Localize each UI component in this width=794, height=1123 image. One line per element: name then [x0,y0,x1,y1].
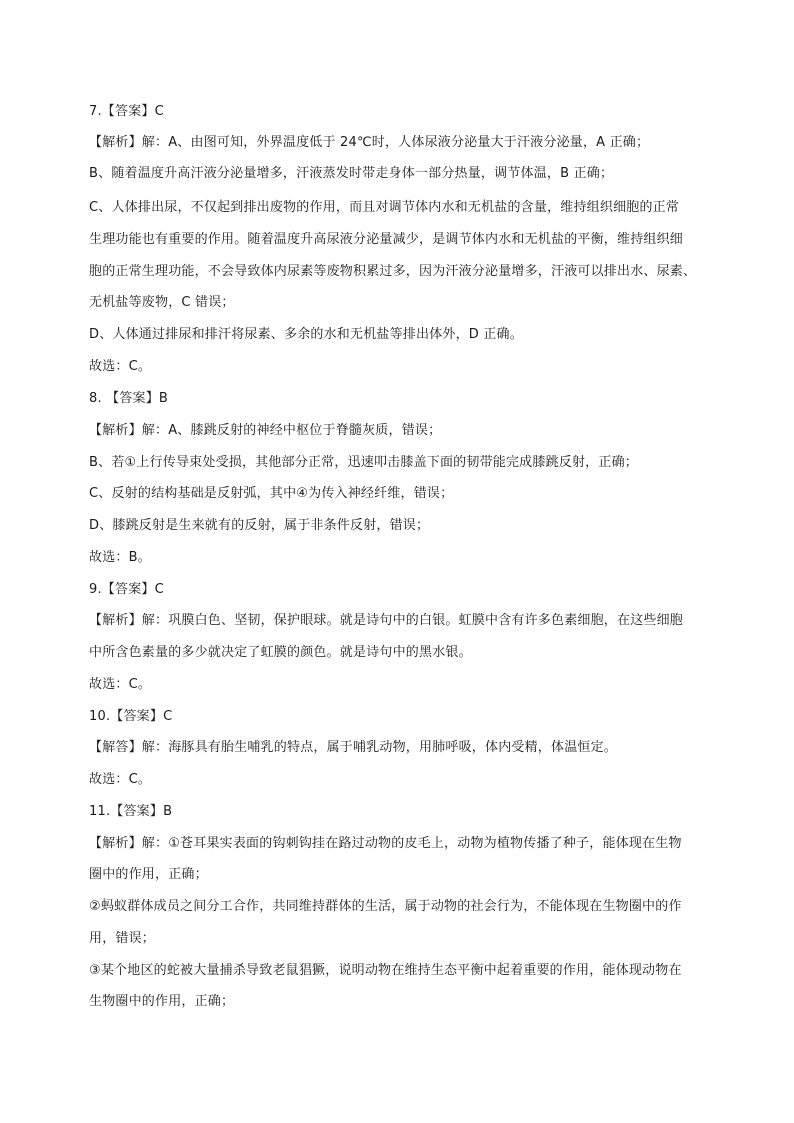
choice-line: 故选：C。 [89,772,152,787]
analysis-line: B、若①上行传导束处受损，其他部分正常，迅速叩击膝盖下面的韧带能完成膝跳反射，正确； [89,455,638,470]
answer-heading-9: 9.【答案】C [89,582,164,597]
answer-heading-10: 10.【答案】C [89,709,173,724]
analysis-line: 【解析】解：巩膜白色、坚韧，保护眼球。就是诗句中的白银。虹膜中含有许多色素细胞，在这些细胞 [89,613,684,628]
choice-line: 故选：B。 [89,550,151,565]
analysis-line: C、人体排出尿，不仅起到排出废物的作用，而且对调节体内水和无机盐的含量，维持组织细胞的正常 [89,200,680,215]
analysis-line: 圈中的作用，正确； [89,867,208,882]
analysis-line: 生物圈中的作用，正确； [89,994,235,1009]
analysis-line: B、随着温度升高汗液分泌量增多，汗液蒸发时带走身体一部分热量，调节体温，B 正确； [89,166,614,181]
choice-line: 故选：C。 [89,359,152,374]
analysis-line: ②蚂蚁群体成员之间分工合作，共同维持群体的生活，属于动物的社会行为，不能体现在生物圈中的作 [89,899,682,914]
choice-line: 故选：C。 [89,677,152,692]
analysis-line: 【解答】解：海豚具有胎生哺乳的特点，属于哺乳动物，用肺呼吸，体内受精，体温恒定。 [89,740,618,755]
analysis-line: D、人体通过排尿和排汗将尿素、多余的水和无机盐等排出体外，D 正确。 [89,327,523,342]
analysis-line: 用，错误； [89,931,156,946]
analysis-line: 【解析】解：①苍耳果实表面的钩刺钩挂在路过动物的皮毛上，动物为植物传播了种子，能体现在生物 [89,836,682,851]
answer-heading-8: 8. 【答案】B [89,391,169,406]
analysis-line: 生理功能也有重要的作用。随着温度升高尿液分泌量减少，是调节体内水和无机盐的平衡，维持组织细 [89,232,684,247]
answer-heading-7: 7.【答案】C [89,104,164,119]
analysis-line: 【解析】解：A、由图可知，外界温度低于 24℃时，人体尿液分泌量大于汗液分泌量，A 正确； [89,135,650,150]
analysis-line: 胞的正常生理功能，不会导致体内尿素等废物积累过多，因为汗液分泌量增多，汗液可以排出水、尿素、 [89,264,697,279]
analysis-line: 【解析】解：A、膝跳反射的神经中枢位于脊髓灰质，错误； [89,423,442,438]
answer-heading-11: 11.【答案】B [89,804,173,819]
analysis-line: C、反射的结构基础是反射弧，其中④为传入神经纤维，错误； [89,486,454,501]
analysis-line: 无机盐等废物，C 错误； [89,295,235,310]
analysis-line: D、膝跳反射是生来就有的反射，属于非条件反射，错误； [89,518,430,533]
analysis-line: ③某个地区的蛇被大量捕杀导致老鼠猖獗，说明动物在维持生态平衡中起着重要的作用，能体现动物在 [89,963,682,978]
analysis-line: 中所含色素量的多少就决定了虹膜的颜色。就是诗句中的黑水银。 [89,645,472,660]
